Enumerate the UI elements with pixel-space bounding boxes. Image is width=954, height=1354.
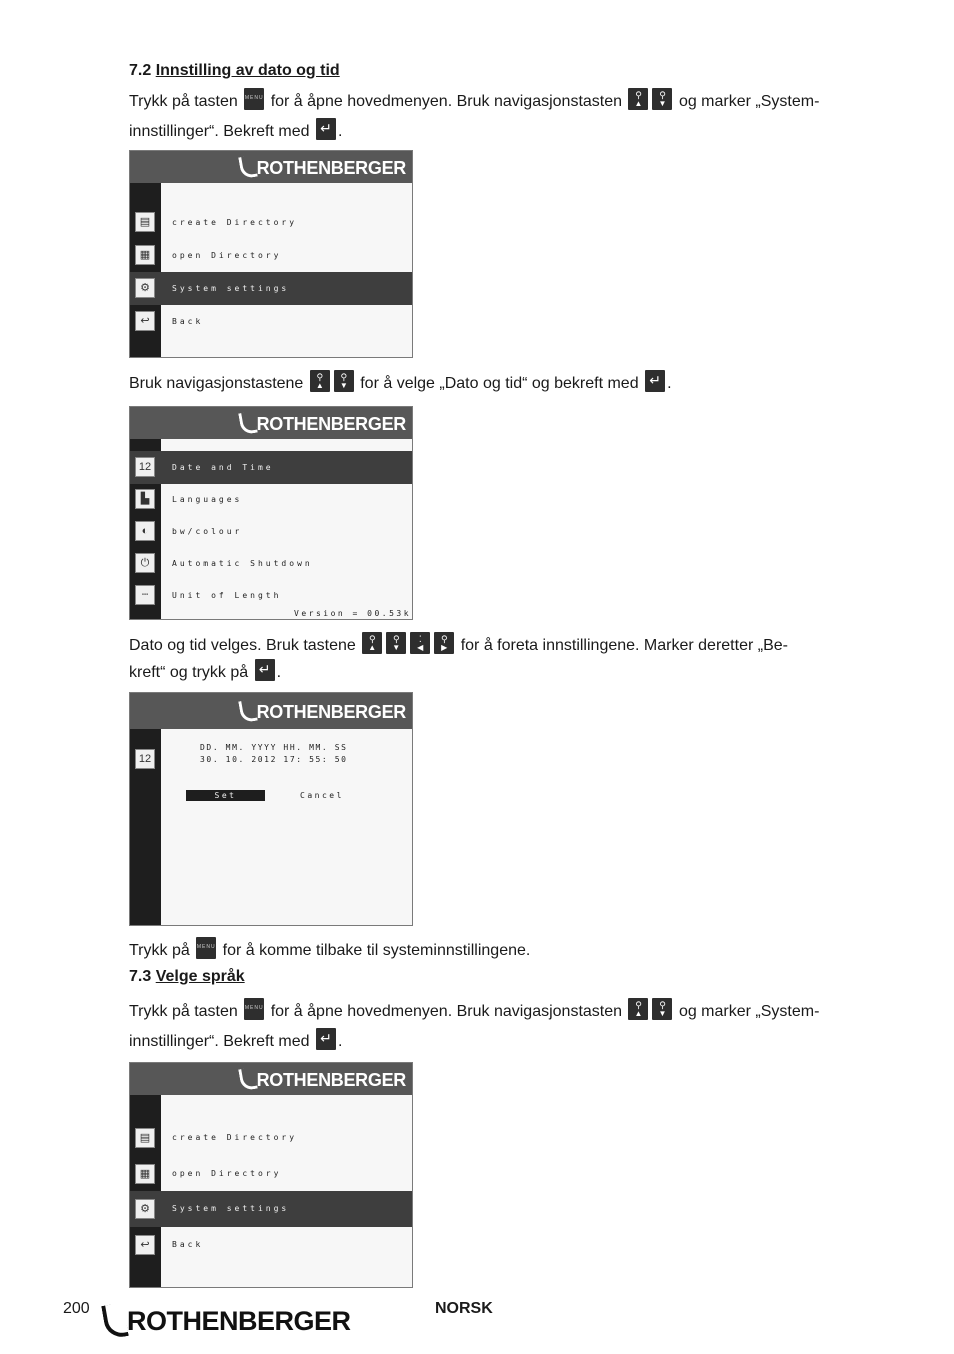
text: Trykk på tasten [129, 1003, 238, 1020]
text: Dato og tid velges. Bruk tastene [129, 637, 356, 654]
screen-header [130, 693, 412, 729]
menu-item-back[interactable] [130, 305, 412, 338]
nav-up-key-icon: ⚲ ▲ [310, 370, 330, 392]
paragraph-return [129, 936, 530, 966]
text: Bruk navigasjonstastene [129, 375, 304, 392]
nav-up-key-icon: ⚲ ▲ [628, 88, 648, 110]
menu-item-open-directory[interactable] [130, 239, 412, 272]
section-heading-7-3 [129, 968, 245, 986]
menu-item-languages[interactable] [130, 483, 412, 516]
footer-brand-logo: ROTHENBERGER [104, 1296, 351, 1337]
menu-item-system-settings[interactable] [130, 272, 412, 305]
brand-logo: ROTHENBERGER [240, 696, 406, 723]
text: Trykk på [129, 942, 190, 959]
menu-key-icon: MENU [244, 88, 264, 110]
languages-icon: ▙ [135, 489, 155, 509]
menu-item-label: Back [172, 1240, 204, 1249]
cancel-button[interactable]: Cancel [300, 791, 344, 800]
set-button[interactable]: Set [186, 790, 265, 801]
settings-icon: ⚙ [135, 1199, 155, 1219]
nav-down-key-icon: ⚲ ▼ [386, 632, 406, 654]
text: for å komme tilbake til systeminnstillingene. [222, 942, 531, 959]
paragraph-open-menu-2 [129, 997, 819, 1027]
nav-up-key-icon: ⚲ ▲ [362, 632, 382, 654]
device-screen-date-time [129, 692, 413, 926]
device-screen-main-menu [129, 150, 413, 358]
paragraph-select-date [129, 369, 672, 399]
menu-item-open-directory[interactable] [130, 1156, 412, 1192]
enter-key-icon: ↵ [645, 370, 665, 392]
menu-item-automatic-shutdown[interactable] [130, 547, 412, 580]
settings-icon: ⚙ [135, 278, 155, 298]
folder-open-icon: ▦ [135, 1164, 155, 1184]
menu-key-icon: MENU [244, 998, 264, 1020]
menu-item-label: System settings [172, 1204, 290, 1213]
menu-item-label: create Directory [172, 218, 298, 227]
folder-new-icon: ▤ [135, 1128, 155, 1148]
text: og marker „System- [678, 93, 820, 110]
menu-item-label: open Directory [172, 1169, 282, 1178]
text: for å velge „Dato og tid“ og bekreft med [360, 375, 639, 392]
text: for å åpne hovedmenyen. Bruk navigasjonstasten [270, 1003, 623, 1020]
menu-item-date-and-time[interactable] [130, 451, 412, 484]
brand-logo: ROTHENBERGER [240, 1064, 406, 1091]
menu-item-back[interactable] [130, 1227, 412, 1263]
nav-right-key-icon: ⚲ ▶ [434, 632, 454, 654]
brand-logo: ROTHENBERGER [240, 408, 406, 435]
menu-item-label: Back [172, 317, 204, 326]
menu-item-label: Languages [172, 495, 243, 504]
device-screen-settings [129, 406, 413, 620]
text: . [337, 123, 343, 140]
enter-key-icon: ↵ [316, 118, 336, 140]
back-arrow-icon: ↩ [135, 311, 155, 331]
menu-item-unit-of-length[interactable] [130, 579, 412, 612]
back-arrow-icon: ↩ [135, 1235, 155, 1255]
paragraph-open-menu [129, 87, 819, 117]
screen-header [130, 407, 412, 439]
paragraph-confirm [129, 117, 342, 147]
page-number: 200 [63, 1300, 90, 1317]
menu-item-label: create Directory [172, 1133, 298, 1142]
menu-item-label: Unit of Length [172, 591, 282, 600]
version-text: Version = 00.53k [294, 609, 412, 618]
menu-key-icon: MENU [196, 937, 216, 959]
calendar-icon: 12 [135, 457, 155, 477]
folder-new-icon: ▤ [135, 212, 155, 232]
text: og marker „System- [678, 1003, 820, 1020]
section-title: Velge språk [155, 968, 245, 985]
paragraph-confirm-2 [129, 658, 281, 688]
text: . [337, 1033, 343, 1050]
nav-down-key-icon: ⚲ ▼ [334, 370, 354, 392]
section-number: 7.2 [129, 62, 152, 79]
brand-logo: ROTHENBERGER [240, 152, 406, 179]
paragraph-set-date [129, 631, 788, 661]
section-title: Innstilling av dato og tid [155, 62, 340, 79]
text: for å åpne hovedmenyen. Bruk navigasjonstasten [270, 93, 623, 110]
text: innstillinger“. Bekreft med [129, 123, 310, 140]
menu-item-label: System settings [172, 284, 290, 293]
section-heading-7-2 [129, 62, 340, 80]
menu-item-label: Automatic Shutdown [172, 559, 313, 568]
menu-item-label: bw/colour [172, 527, 243, 536]
nav-down-key-icon: ⚲ ▼ [652, 998, 672, 1020]
menu-item-create-directory[interactable] [130, 206, 412, 239]
nav-left-key-icon: ⁚ ◀ [410, 632, 430, 654]
device-screen-main-menu-2 [129, 1062, 413, 1288]
language-label: NORSK [435, 1300, 493, 1317]
enter-key-icon: ↵ [316, 1028, 336, 1050]
enter-key-icon: ↵ [255, 659, 275, 681]
text: innstillinger“. Bekreft med [129, 1033, 310, 1050]
date-time-value[interactable]: 30. 10. 2012 17: 55: 50 [200, 755, 348, 764]
text: for å foreta innstillingene. Marker deretter „Be- [460, 637, 788, 654]
nav-up-key-icon: ⚲ ▲ [628, 998, 648, 1020]
menu-item-system-settings[interactable] [130, 1191, 412, 1227]
section-number: 7.3 [129, 968, 152, 985]
text: . [276, 664, 282, 681]
shutdown-timer-icon: ⏻ [135, 553, 155, 573]
menu-item-bw-colour[interactable] [130, 515, 412, 548]
menu-item-label: Date and Time [172, 463, 274, 472]
date-format-label: DD. MM. YYYY HH. MM. SS [200, 743, 348, 752]
text: Trykk på tasten [129, 93, 238, 110]
text: . [667, 375, 672, 392]
text: kreft“ og trykk på [129, 664, 249, 681]
screen-header [130, 151, 412, 183]
paragraph-confirm-3 [129, 1027, 342, 1057]
ruler-icon: ┄ [135, 585, 155, 605]
menu-item-create-directory[interactable] [130, 1120, 412, 1156]
screen-header [130, 1063, 412, 1095]
nav-down-key-icon: ⚲ ▼ [652, 88, 672, 110]
folder-open-icon: ▦ [135, 245, 155, 265]
calendar-icon: 12 [135, 749, 155, 769]
colour-icon: ◐ [135, 521, 155, 541]
menu-item-label: open Directory [172, 251, 282, 260]
